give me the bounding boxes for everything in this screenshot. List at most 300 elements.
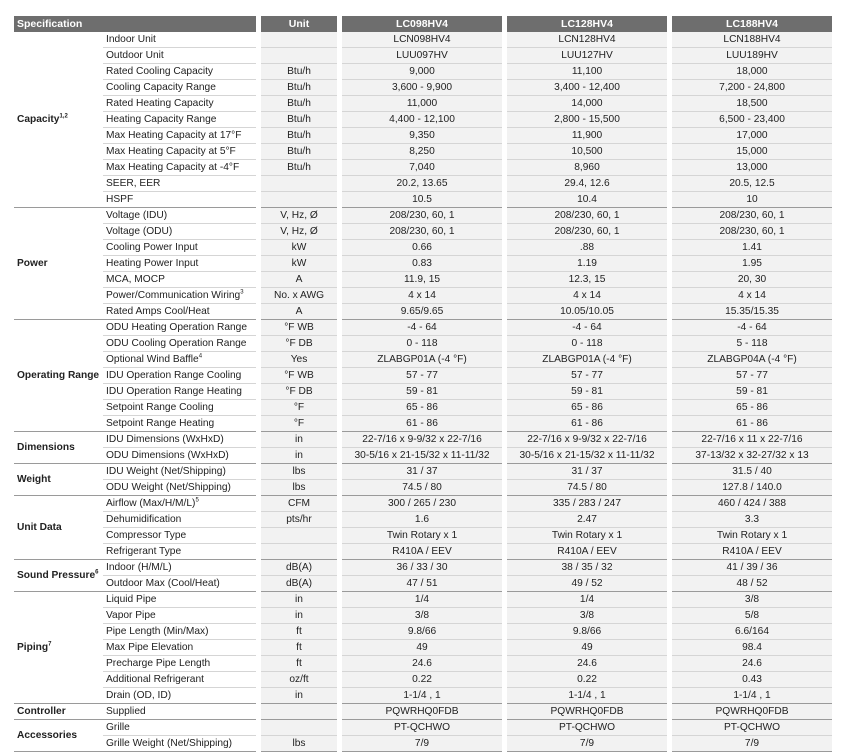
unit-cell: lbs bbox=[261, 736, 337, 752]
value-cell-model-1: LCN098HV4 bbox=[342, 32, 502, 48]
parameter-cell bbox=[103, 656, 256, 672]
table-row bbox=[14, 592, 832, 608]
parameter-cell bbox=[103, 720, 256, 736]
value-cell-model-1: 30-5/16 x 21-15/32 x 11-11/32 bbox=[342, 448, 502, 464]
value-cell-model-3: 1.41 bbox=[672, 240, 832, 256]
value-cell-model-3: 5 - 118 bbox=[672, 336, 832, 352]
value-cell-model-3: ZLABGP04A (-4 °F) bbox=[672, 352, 832, 368]
value-cell-model-3: PQWRHQ0FDB bbox=[672, 704, 832, 720]
parameter-cell bbox=[103, 672, 256, 688]
group-label bbox=[14, 720, 103, 752]
parameter-label: IDU Operation Range Heating bbox=[106, 385, 242, 397]
value-cell-model-3: LUU189HV bbox=[672, 48, 832, 64]
parameter-cell bbox=[103, 304, 256, 320]
unit-cell: ft bbox=[261, 640, 337, 656]
unit-cell: V, Hz, Ø bbox=[261, 208, 337, 224]
parameter-cell bbox=[103, 448, 256, 464]
value-cell-model-1: 1.6 bbox=[342, 512, 502, 528]
value-cell-model-3: 18,500 bbox=[672, 96, 832, 112]
group-label bbox=[14, 592, 103, 704]
specification-table bbox=[14, 16, 832, 752]
table-row bbox=[14, 96, 832, 112]
group-name: Dimensions bbox=[17, 441, 75, 453]
value-cell-model-1: 9,350 bbox=[342, 128, 502, 144]
group-label bbox=[14, 432, 103, 464]
parameter-label: Rated Amps Cool/Heat bbox=[106, 305, 210, 317]
parameter-cell bbox=[103, 416, 256, 432]
value-cell-model-3: 37-13/32 x 32-27/32 x 13 bbox=[672, 448, 832, 464]
parameter-label: Setpoint Range Heating bbox=[106, 417, 215, 429]
parameter-cell bbox=[103, 496, 256, 512]
table-row bbox=[14, 368, 832, 384]
table-row bbox=[14, 304, 832, 320]
value-cell-model-1: 57 - 77 bbox=[342, 368, 502, 384]
parameter-label: Liquid Pipe bbox=[106, 593, 157, 605]
table-row bbox=[14, 528, 832, 544]
parameter-cell bbox=[103, 432, 256, 448]
value-cell-model-3: 3.3 bbox=[672, 512, 832, 528]
unit-cell: in bbox=[261, 432, 337, 448]
table-row bbox=[14, 224, 832, 240]
table-row bbox=[14, 624, 832, 640]
value-cell-model-1: 10.5 bbox=[342, 192, 502, 208]
value-cell-model-3: 10 bbox=[672, 192, 832, 208]
value-cell-model-2: 49 bbox=[507, 640, 667, 656]
parameter-label: Setpoint Range Cooling bbox=[106, 401, 214, 413]
unit-cell: °F WB bbox=[261, 368, 337, 384]
unit-cell bbox=[261, 192, 337, 208]
parameter-label: Indoor Unit bbox=[106, 33, 156, 45]
parameter-cell bbox=[103, 192, 256, 208]
parameter-label: ODU Cooling Operation Range bbox=[106, 337, 247, 349]
parameter-cell bbox=[103, 560, 256, 576]
table-row bbox=[14, 656, 832, 672]
table-row bbox=[14, 48, 832, 64]
parameter-label: Grille bbox=[106, 721, 130, 733]
table-row bbox=[14, 432, 832, 448]
value-cell-model-3: 31.5 / 40 bbox=[672, 464, 832, 480]
value-cell-model-3: 59 - 81 bbox=[672, 384, 832, 400]
unit-cell: Btu/h bbox=[261, 80, 337, 96]
parameter-cell bbox=[103, 688, 256, 704]
value-cell-model-1: 3/8 bbox=[342, 608, 502, 624]
unit-cell: in bbox=[261, 448, 337, 464]
unit-cell: Btu/h bbox=[261, 112, 337, 128]
value-cell-model-2: LUU127HV bbox=[507, 48, 667, 64]
value-cell-model-2: 11,100 bbox=[507, 64, 667, 80]
table-row bbox=[14, 288, 832, 304]
value-cell-model-2: 208/230, 60, 1 bbox=[507, 208, 667, 224]
footnote-marker: 4 bbox=[198, 353, 203, 360]
value-cell-model-3: 460 / 424 / 388 bbox=[672, 496, 832, 512]
parameter-cell bbox=[103, 240, 256, 256]
value-cell-model-3: 57 - 77 bbox=[672, 368, 832, 384]
table-row bbox=[14, 32, 832, 48]
value-cell-model-3: 7/9 bbox=[672, 736, 832, 752]
parameter-label: Heating Capacity Range bbox=[106, 113, 217, 125]
parameter-cell bbox=[103, 128, 256, 144]
group-name: Power bbox=[17, 257, 48, 269]
parameter-cell bbox=[103, 112, 256, 128]
unit-cell bbox=[261, 720, 337, 736]
value-cell-model-1: 3,600 - 9,900 bbox=[342, 80, 502, 96]
unit-cell bbox=[261, 48, 337, 64]
unit-cell: ft bbox=[261, 624, 337, 640]
group-name: Controller bbox=[17, 705, 66, 717]
parameter-cell bbox=[103, 176, 256, 192]
value-cell-model-1: 22-7/16 x 9-9/32 x 22-7/16 bbox=[342, 432, 502, 448]
parameter-label: Max Heating Capacity at 17°F bbox=[106, 129, 242, 141]
table-row bbox=[14, 160, 832, 176]
table-row bbox=[14, 240, 832, 256]
value-cell-model-2: 30-5/16 x 21-15/32 x 11-11/32 bbox=[507, 448, 667, 464]
value-cell-model-2: 2,800 - 15,500 bbox=[507, 112, 667, 128]
table-row bbox=[14, 512, 832, 528]
unit-cell: kW bbox=[261, 256, 337, 272]
table-row bbox=[14, 80, 832, 96]
value-cell-model-2: PQWRHQ0FDB bbox=[507, 704, 667, 720]
value-cell-model-3: 5/8 bbox=[672, 608, 832, 624]
parameter-label: Outdoor Max (Cool/Heat) bbox=[106, 577, 220, 589]
footnote-marker: 6 bbox=[95, 569, 99, 576]
value-cell-model-1: 7,040 bbox=[342, 160, 502, 176]
unit-cell: in bbox=[261, 592, 337, 608]
unit-cell: Btu/h bbox=[261, 96, 337, 112]
parameter-cell bbox=[103, 144, 256, 160]
value-cell-model-1: 61 - 86 bbox=[342, 416, 502, 432]
table-header bbox=[14, 16, 832, 32]
parameter-cell bbox=[103, 208, 256, 224]
value-cell-model-2: 2.47 bbox=[507, 512, 667, 528]
value-cell-model-2: 1-1/4 , 1 bbox=[507, 688, 667, 704]
table-row bbox=[14, 256, 832, 272]
group-label bbox=[14, 320, 103, 432]
value-cell-model-3: PT-QCHWO bbox=[672, 720, 832, 736]
table-row bbox=[14, 176, 832, 192]
value-cell-model-1: 1/4 bbox=[342, 592, 502, 608]
value-cell-model-1: 59 - 81 bbox=[342, 384, 502, 400]
footnote-marker: 7 bbox=[48, 641, 52, 648]
group-name: Accessories bbox=[17, 729, 78, 741]
parameter-label: Max Heating Capacity at -4°F bbox=[106, 161, 240, 173]
parameter-label: Power/Communication Wiring bbox=[106, 289, 241, 301]
value-cell-model-1: 8,250 bbox=[342, 144, 502, 160]
value-cell-model-1: 47 / 51 bbox=[342, 576, 502, 592]
value-cell-model-2: 14,000 bbox=[507, 96, 667, 112]
table-row bbox=[14, 400, 832, 416]
value-cell-model-1: 31 / 37 bbox=[342, 464, 502, 480]
value-cell-model-1: 9.8/66 bbox=[342, 624, 502, 640]
unit-cell: Yes bbox=[261, 352, 337, 368]
unit-cell: pts/hr bbox=[261, 512, 337, 528]
value-cell-model-2: 1.19 bbox=[507, 256, 667, 272]
unit-cell: lbs bbox=[261, 480, 337, 496]
group-label bbox=[14, 560, 103, 592]
unit-cell bbox=[261, 176, 337, 192]
parameter-label: Pipe Length (Min/Max) bbox=[106, 625, 209, 637]
value-cell-model-1: 11,000 bbox=[342, 96, 502, 112]
table-row bbox=[14, 64, 832, 80]
header-specification: Specification bbox=[14, 16, 256, 32]
value-cell-model-1: 0 - 118 bbox=[342, 336, 502, 352]
unit-cell: °F WB bbox=[261, 320, 337, 336]
parameter-label: Cooling Capacity Range bbox=[106, 81, 216, 93]
parameter-label: Voltage (ODU) bbox=[106, 225, 173, 237]
table-row bbox=[14, 416, 832, 432]
footnote-marker: 5 bbox=[195, 497, 199, 504]
value-cell-model-1: 300 / 265 / 230 bbox=[342, 496, 502, 512]
value-cell-model-2: 10.05/10.05 bbox=[507, 304, 667, 320]
value-cell-model-1: PT-QCHWO bbox=[342, 720, 502, 736]
parameter-label: ODU Heating Operation Range bbox=[106, 321, 248, 333]
parameter-cell bbox=[103, 512, 256, 528]
parameter-label: IDU Dimensions (WxHxD) bbox=[106, 433, 224, 445]
parameter-cell bbox=[103, 592, 256, 608]
unit-cell: Btu/h bbox=[261, 128, 337, 144]
footnote-marker: 1,2 bbox=[59, 113, 68, 120]
parameter-label: Airflow (Max/H/M/L) bbox=[106, 497, 196, 509]
table-row bbox=[14, 320, 832, 336]
parameter-cell bbox=[103, 32, 256, 48]
group-name: Unit Data bbox=[17, 521, 62, 533]
table-row bbox=[14, 192, 832, 208]
header-model-2: LC128HV4 bbox=[507, 16, 667, 32]
unit-cell: Btu/h bbox=[261, 160, 337, 176]
parameter-label: Max Heating Capacity at 5°F bbox=[106, 145, 236, 157]
parameter-label: Grille Weight (Net/Shipping) bbox=[106, 737, 233, 749]
value-cell-model-3: 7,200 - 24,800 bbox=[672, 80, 832, 96]
value-cell-model-2: 61 - 86 bbox=[507, 416, 667, 432]
value-cell-model-3: 15,000 bbox=[672, 144, 832, 160]
value-cell-model-1: PQWRHQ0FDB bbox=[342, 704, 502, 720]
value-cell-model-3: 65 - 86 bbox=[672, 400, 832, 416]
value-cell-model-2: 0.22 bbox=[507, 672, 667, 688]
value-cell-model-2: 38 / 35 / 32 bbox=[507, 560, 667, 576]
parameter-cell bbox=[103, 96, 256, 112]
value-cell-model-1: ZLABGP01A (-4 °F) bbox=[342, 352, 502, 368]
parameter-cell bbox=[103, 624, 256, 640]
group-name: Weight bbox=[17, 473, 51, 485]
value-cell-model-2: PT-QCHWO bbox=[507, 720, 667, 736]
value-cell-model-1: 0.22 bbox=[342, 672, 502, 688]
group-label bbox=[14, 208, 103, 320]
parameter-cell bbox=[103, 336, 256, 352]
unit-cell: A bbox=[261, 272, 337, 288]
value-cell-model-3: 18,000 bbox=[672, 64, 832, 80]
unit-cell: V, Hz, Ø bbox=[261, 224, 337, 240]
parameter-label: Heating Power Input bbox=[106, 257, 199, 269]
table-row bbox=[14, 560, 832, 576]
parameter-label: Rated Heating Capacity bbox=[106, 97, 214, 109]
value-cell-model-2: 29.4, 12.6 bbox=[507, 176, 667, 192]
parameter-label: Additional Refrigerant bbox=[106, 673, 204, 685]
parameter-cell bbox=[103, 384, 256, 400]
table-row bbox=[14, 480, 832, 496]
value-cell-model-2: 22-7/16 x 9-9/32 x 22-7/16 bbox=[507, 432, 667, 448]
parameter-cell bbox=[103, 528, 256, 544]
value-cell-model-1: 0.83 bbox=[342, 256, 502, 272]
value-cell-model-1: 208/230, 60, 1 bbox=[342, 208, 502, 224]
parameter-cell bbox=[103, 736, 256, 752]
value-cell-model-2: 12.3, 15 bbox=[507, 272, 667, 288]
group-label bbox=[14, 32, 103, 208]
table-row bbox=[14, 352, 832, 368]
value-cell-model-2: 59 - 81 bbox=[507, 384, 667, 400]
parameter-cell bbox=[103, 576, 256, 592]
group-name: Sound Pressure bbox=[17, 569, 96, 581]
value-cell-model-3: 6.6/164 bbox=[672, 624, 832, 640]
parameter-cell bbox=[103, 368, 256, 384]
table-row bbox=[14, 464, 832, 480]
value-cell-model-2: 65 - 86 bbox=[507, 400, 667, 416]
unit-cell bbox=[261, 528, 337, 544]
value-cell-model-2: 57 - 77 bbox=[507, 368, 667, 384]
value-cell-model-2: 74.5 / 80 bbox=[507, 480, 667, 496]
parameter-cell bbox=[103, 288, 256, 304]
value-cell-model-3: 20, 30 bbox=[672, 272, 832, 288]
parameter-label: ODU Weight (Net/Shipping) bbox=[106, 481, 231, 493]
unit-cell bbox=[261, 32, 337, 48]
value-cell-model-1: LUU097HV bbox=[342, 48, 502, 64]
group-label bbox=[14, 704, 103, 720]
value-cell-model-2: 335 / 283 / 247 bbox=[507, 496, 667, 512]
table-row bbox=[14, 272, 832, 288]
header-model-1: LC098HV4 bbox=[342, 16, 502, 32]
parameter-cell bbox=[103, 160, 256, 176]
table-row bbox=[14, 688, 832, 704]
value-cell-model-2: 9.8/66 bbox=[507, 624, 667, 640]
unit-cell: dB(A) bbox=[261, 560, 337, 576]
value-cell-model-3: 4 x 14 bbox=[672, 288, 832, 304]
parameter-label: Voltage (IDU) bbox=[106, 209, 168, 221]
value-cell-model-3: -4 - 64 bbox=[672, 320, 832, 336]
value-cell-model-1: 36 / 33 / 30 bbox=[342, 560, 502, 576]
unit-cell: No. x AWG bbox=[261, 288, 337, 304]
value-cell-model-1: 208/230, 60, 1 bbox=[342, 224, 502, 240]
table-row bbox=[14, 704, 832, 720]
value-cell-model-2: ZLABGP01A (-4 °F) bbox=[507, 352, 667, 368]
value-cell-model-1: 49 bbox=[342, 640, 502, 656]
value-cell-model-2: Twin Rotary x 1 bbox=[507, 528, 667, 544]
value-cell-model-3: 1-1/4 , 1 bbox=[672, 688, 832, 704]
parameter-cell bbox=[103, 464, 256, 480]
group-label bbox=[14, 496, 103, 560]
unit-cell: °F bbox=[261, 416, 337, 432]
value-cell-model-2: 4 x 14 bbox=[507, 288, 667, 304]
parameter-label: HSPF bbox=[106, 193, 134, 205]
parameter-label: Vapor Pipe bbox=[106, 609, 156, 621]
table-row bbox=[14, 720, 832, 736]
header-unit: Unit bbox=[261, 16, 337, 32]
value-cell-model-2: 10,500 bbox=[507, 144, 667, 160]
unit-cell: °F DB bbox=[261, 384, 337, 400]
parameter-cell bbox=[103, 704, 256, 720]
value-cell-model-1: 20.2, 13.65 bbox=[342, 176, 502, 192]
unit-cell: °F bbox=[261, 400, 337, 416]
table-row bbox=[14, 640, 832, 656]
group-label bbox=[14, 464, 103, 496]
parameter-label: Dehumidification bbox=[106, 513, 182, 525]
table-row bbox=[14, 448, 832, 464]
parameter-cell bbox=[103, 352, 256, 368]
parameter-label: Refrigerant Type bbox=[106, 545, 182, 557]
value-cell-model-1: 4 x 14 bbox=[342, 288, 502, 304]
value-cell-model-2: 208/230, 60, 1 bbox=[507, 224, 667, 240]
parameter-label: Rated Cooling Capacity bbox=[106, 65, 214, 77]
table-row bbox=[14, 736, 832, 752]
value-cell-model-1: R410A / EEV bbox=[342, 544, 502, 560]
unit-cell: CFM bbox=[261, 496, 337, 512]
value-cell-model-1: 74.5 / 80 bbox=[342, 480, 502, 496]
value-cell-model-2: 10.4 bbox=[507, 192, 667, 208]
parameter-cell bbox=[103, 320, 256, 336]
value-cell-model-1: 11.9, 15 bbox=[342, 272, 502, 288]
value-cell-model-1: Twin Rotary x 1 bbox=[342, 528, 502, 544]
unit-cell: A bbox=[261, 304, 337, 320]
parameter-label: Indoor (H/M/L) bbox=[106, 561, 172, 573]
value-cell-model-3: 6,500 - 23,400 bbox=[672, 112, 832, 128]
footnote-marker: 3 bbox=[240, 289, 244, 296]
group-name: Capacity bbox=[17, 113, 60, 125]
value-cell-model-1: 9.65/9.65 bbox=[342, 304, 502, 320]
value-cell-model-2: -4 - 64 bbox=[507, 320, 667, 336]
value-cell-model-3: 41 / 39 / 36 bbox=[672, 560, 832, 576]
parameter-label: Compressor Type bbox=[106, 529, 187, 541]
header-model-3: LC188HV4 bbox=[672, 16, 832, 32]
table-row bbox=[14, 128, 832, 144]
unit-cell: lbs bbox=[261, 464, 337, 480]
unit-cell: in bbox=[261, 608, 337, 624]
value-cell-model-3: 15.35/15.35 bbox=[672, 304, 832, 320]
value-cell-model-1: 0.66 bbox=[342, 240, 502, 256]
table-body bbox=[14, 32, 832, 752]
value-cell-model-3: 1.95 bbox=[672, 256, 832, 272]
table-row bbox=[14, 112, 832, 128]
value-cell-model-3: 0.43 bbox=[672, 672, 832, 688]
parameter-cell bbox=[103, 64, 256, 80]
parameter-label: Cooling Power Input bbox=[106, 241, 198, 253]
parameter-cell bbox=[103, 80, 256, 96]
table-row bbox=[14, 672, 832, 688]
parameter-label: Outdoor Unit bbox=[106, 49, 164, 61]
unit-cell bbox=[261, 704, 337, 720]
value-cell-model-2: 7/9 bbox=[507, 736, 667, 752]
parameter-label: Precharge Pipe Length bbox=[106, 657, 211, 669]
parameter-label: IDU Operation Range Cooling bbox=[106, 369, 242, 381]
unit-cell: in bbox=[261, 688, 337, 704]
parameter-cell bbox=[103, 640, 256, 656]
value-cell-model-2: 49 / 52 bbox=[507, 576, 667, 592]
value-cell-model-3: 48 / 52 bbox=[672, 576, 832, 592]
parameter-label: Drain (OD, ID) bbox=[106, 689, 172, 701]
value-cell-model-2: 31 / 37 bbox=[507, 464, 667, 480]
parameter-label: IDU Weight (Net/Shipping) bbox=[106, 465, 226, 477]
unit-cell: Btu/h bbox=[261, 144, 337, 160]
value-cell-model-1: 4,400 - 12,100 bbox=[342, 112, 502, 128]
value-cell-model-3: 22-7/16 x 11 x 22-7/16 bbox=[672, 432, 832, 448]
parameter-cell bbox=[103, 400, 256, 416]
value-cell-model-1: -4 - 64 bbox=[342, 320, 502, 336]
value-cell-model-2: 0 - 118 bbox=[507, 336, 667, 352]
value-cell-model-3: R410A / EEV bbox=[672, 544, 832, 560]
unit-cell: Btu/h bbox=[261, 64, 337, 80]
value-cell-model-1: 1-1/4 , 1 bbox=[342, 688, 502, 704]
unit-cell bbox=[261, 544, 337, 560]
group-name: Operating Range bbox=[17, 369, 100, 381]
value-cell-model-3: 13,000 bbox=[672, 160, 832, 176]
table-row bbox=[14, 384, 832, 400]
table-row bbox=[14, 144, 832, 160]
